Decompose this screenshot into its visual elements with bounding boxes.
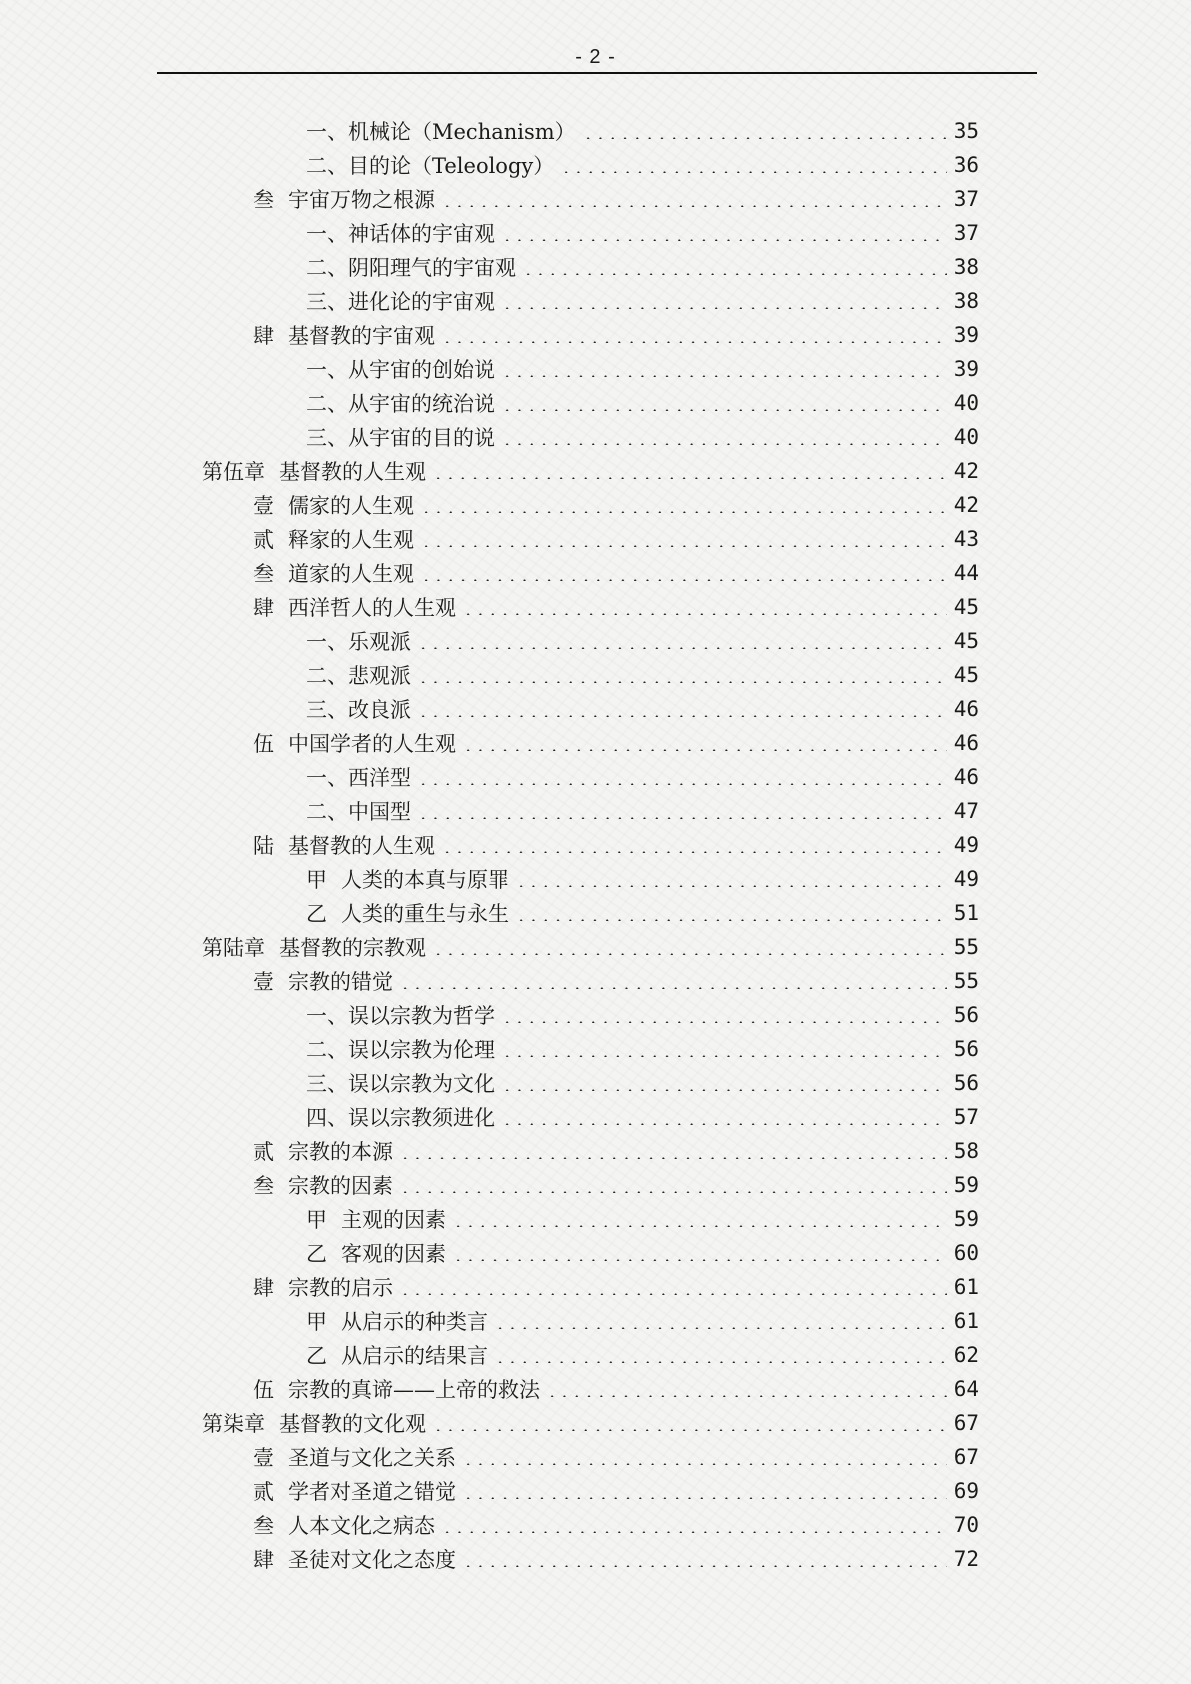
toc-entry-number: 壹 bbox=[253, 1446, 274, 1470]
dot-leader bbox=[501, 409, 947, 411]
toc-entry[interactable] bbox=[253, 1168, 979, 1202]
dot-leader bbox=[501, 375, 947, 377]
toc-entry-title: 人类的本真与原罪 bbox=[341, 868, 509, 892]
toc-entry-number: 二、 bbox=[306, 154, 348, 178]
toc-entry-page: 38 bbox=[953, 289, 979, 313]
toc-entry-number: 第柒章 bbox=[202, 1412, 265, 1436]
dot-leader bbox=[399, 1191, 947, 1193]
toc-entry[interactable] bbox=[202, 930, 979, 964]
toc-entry-title: 从宇宙的统治说 bbox=[348, 392, 495, 416]
toc-entry-number: 壹 bbox=[253, 970, 274, 994]
toc-entry-title: 中国型 bbox=[348, 800, 411, 824]
toc-entry-number: 肆 bbox=[253, 596, 274, 620]
toc-entry-number: 甲 bbox=[306, 868, 327, 892]
toc-entry-title: 道家的人生观 bbox=[288, 562, 414, 586]
dot-leader bbox=[501, 1055, 947, 1057]
toc-entry-number: 叁 bbox=[253, 188, 274, 212]
dot-leader bbox=[515, 885, 947, 887]
dot-leader bbox=[494, 1361, 947, 1363]
toc-entry[interactable] bbox=[253, 182, 979, 216]
toc-entry-page: 38 bbox=[953, 255, 979, 279]
toc-entry[interactable] bbox=[306, 386, 979, 420]
toc-entry-title: 圣徒对文化之态度 bbox=[288, 1548, 456, 1572]
toc-entry-title: 阴阳理气的宇宙观 bbox=[348, 256, 516, 280]
toc-entry-number: 一、 bbox=[306, 630, 348, 654]
toc-entry-title: 主观的因素 bbox=[341, 1208, 446, 1232]
toc-entry-title: 宗教的错觉 bbox=[288, 970, 393, 994]
toc-entry-title: 基督教的宇宙观 bbox=[288, 324, 435, 348]
toc-entry-number: 第伍章 bbox=[202, 460, 265, 484]
toc-entry-title: 人本文化之病态 bbox=[288, 1514, 435, 1538]
toc-entry-title: 基督教的宗教观 bbox=[279, 936, 426, 960]
toc-entry-page: 35 bbox=[953, 119, 979, 143]
dot-leader bbox=[582, 137, 947, 139]
dot-leader bbox=[417, 681, 947, 683]
toc-entry-page: 37 bbox=[953, 221, 979, 245]
dot-leader bbox=[417, 715, 947, 717]
toc-entry[interactable] bbox=[202, 454, 979, 488]
dot-leader bbox=[452, 1225, 947, 1227]
dot-leader bbox=[501, 1123, 947, 1125]
toc-entry-title: 宗教的本源 bbox=[288, 1140, 393, 1164]
dot-leader bbox=[432, 1429, 947, 1431]
toc-entry-number: 三、 bbox=[306, 1072, 348, 1096]
toc-entry-title: 客观的因素 bbox=[341, 1242, 446, 1266]
dot-leader bbox=[420, 511, 947, 513]
toc-entry-number: 叁 bbox=[253, 1174, 274, 1198]
toc-entry-title: 圣道与文化之关系 bbox=[288, 1446, 456, 1470]
toc-entry-page: 46 bbox=[953, 697, 979, 721]
toc-entry-number: 肆 bbox=[253, 1548, 274, 1572]
dot-leader bbox=[560, 171, 947, 173]
toc-entry[interactable] bbox=[306, 250, 979, 284]
toc-entry-page: 67 bbox=[953, 1411, 979, 1435]
toc-entry[interactable] bbox=[306, 114, 979, 148]
toc-entry-page: 49 bbox=[953, 867, 979, 891]
toc-entry-page: 61 bbox=[953, 1309, 979, 1333]
toc-entry-title: 宇宙万物之根源 bbox=[288, 188, 435, 212]
dot-leader bbox=[399, 1157, 947, 1159]
toc-entry[interactable] bbox=[253, 964, 979, 998]
toc-entry-number: 二、 bbox=[306, 392, 348, 416]
toc-entry-page: 49 bbox=[953, 833, 979, 857]
dot-leader bbox=[452, 1259, 947, 1261]
toc-entry-page: 56 bbox=[953, 1003, 979, 1027]
toc-entry-number: 三、 bbox=[306, 426, 348, 450]
dot-leader bbox=[432, 953, 947, 955]
toc-entry-number: 叁 bbox=[253, 562, 274, 586]
toc-entry-page: 45 bbox=[953, 663, 979, 687]
toc-entry-title: 宗教的因素 bbox=[288, 1174, 393, 1198]
dot-leader bbox=[501, 1089, 947, 1091]
dot-leader bbox=[462, 1463, 947, 1465]
dot-leader bbox=[501, 239, 947, 241]
dot-leader bbox=[417, 647, 947, 649]
toc-entry-page: 56 bbox=[953, 1037, 979, 1061]
toc-entry-page: 72 bbox=[953, 1547, 979, 1571]
toc-entry-title: 宗教的启示 bbox=[288, 1276, 393, 1300]
dot-leader bbox=[441, 851, 947, 853]
toc-entry-page: 62 bbox=[953, 1343, 979, 1367]
toc-entry[interactable] bbox=[253, 726, 979, 760]
toc-entry-number: 二、 bbox=[306, 1038, 348, 1062]
toc-entry-title: 西洋哲人的人生观 bbox=[288, 596, 456, 620]
toc-entry-number: 壹 bbox=[253, 494, 274, 518]
toc-entry[interactable] bbox=[306, 352, 979, 386]
toc-entry[interactable] bbox=[253, 1270, 979, 1304]
dot-leader bbox=[501, 1021, 947, 1023]
toc-entry[interactable] bbox=[253, 318, 979, 352]
toc-entry-page: 46 bbox=[953, 731, 979, 755]
dot-leader bbox=[462, 749, 947, 751]
toc-entry[interactable] bbox=[306, 896, 979, 930]
toc-entry-page: 59 bbox=[953, 1173, 979, 1197]
toc-entry-page: 39 bbox=[953, 357, 979, 381]
toc-entry-number: 贰 bbox=[253, 528, 274, 552]
toc-entry[interactable] bbox=[253, 522, 979, 556]
dot-leader bbox=[417, 817, 947, 819]
toc-entry-number: 乙 bbox=[306, 1242, 327, 1266]
toc-entry[interactable] bbox=[306, 1066, 979, 1100]
toc-entry-page: 55 bbox=[953, 935, 979, 959]
toc-entry-title: 学者对圣道之错觉 bbox=[288, 1480, 456, 1504]
toc-entry-page: 59 bbox=[953, 1207, 979, 1231]
dot-leader bbox=[501, 307, 947, 309]
toc-entry-title: 改良派 bbox=[348, 698, 411, 722]
dot-leader bbox=[515, 919, 947, 921]
toc-entry-title: 误以宗教为伦理 bbox=[348, 1038, 495, 1062]
toc-entry-title: 释家的人生观 bbox=[288, 528, 414, 552]
toc-entry-page: 46 bbox=[953, 765, 979, 789]
toc-entry-number: 肆 bbox=[253, 324, 274, 348]
dot-leader bbox=[501, 443, 947, 445]
toc-entry-number: 一、 bbox=[306, 222, 348, 246]
toc-entry[interactable] bbox=[306, 284, 979, 318]
toc-entry-page: 36 bbox=[953, 153, 979, 177]
dot-leader bbox=[494, 1327, 947, 1329]
toc-entry-title: 神话体的宇宙观 bbox=[348, 222, 495, 246]
toc-entry-page: 45 bbox=[953, 629, 979, 653]
toc-entry-number: 一、 bbox=[306, 120, 348, 144]
toc-entry-number: 三、 bbox=[306, 290, 348, 314]
toc-entry[interactable] bbox=[253, 1542, 979, 1576]
toc-entry[interactable] bbox=[306, 1338, 979, 1372]
toc-entry-page: 57 bbox=[953, 1105, 979, 1129]
dot-leader bbox=[420, 579, 947, 581]
toc-entry[interactable] bbox=[306, 1032, 979, 1066]
dot-leader bbox=[420, 545, 947, 547]
toc-entry-page: 40 bbox=[953, 425, 979, 449]
toc-entry-page: 67 bbox=[953, 1445, 979, 1469]
toc-entry-title: 人类的重生与永生 bbox=[341, 902, 509, 926]
toc-entry-page: 43 bbox=[953, 527, 979, 551]
toc-entry-number: 第陆章 bbox=[202, 936, 265, 960]
dot-leader bbox=[417, 783, 947, 785]
toc-entry-number: 贰 bbox=[253, 1480, 274, 1504]
toc-entry[interactable] bbox=[306, 1100, 979, 1134]
toc-entry-page: 45 bbox=[953, 595, 979, 619]
toc-entry-title: 目的论（Teleology） bbox=[348, 154, 555, 178]
toc-entry-title: 儒家的人生观 bbox=[288, 494, 414, 518]
dot-leader bbox=[462, 1565, 947, 1567]
dot-leader bbox=[441, 205, 947, 207]
toc-entry[interactable] bbox=[306, 420, 979, 454]
toc-entry-number: 甲 bbox=[306, 1208, 327, 1232]
toc-entry[interactable] bbox=[306, 1236, 979, 1270]
dot-leader bbox=[462, 1497, 947, 1499]
toc-entry-title: 机械论（Mechanism） bbox=[348, 120, 576, 144]
toc-entry-number: 一、 bbox=[306, 766, 348, 790]
toc-entry-number: 四、 bbox=[306, 1106, 348, 1130]
toc-entry[interactable] bbox=[306, 692, 979, 726]
toc-entry[interactable] bbox=[253, 1134, 979, 1168]
toc-entry[interactable] bbox=[253, 488, 979, 522]
toc-entry-number: 二、 bbox=[306, 664, 348, 688]
page-number: - 2 - bbox=[575, 46, 616, 68]
dot-leader bbox=[399, 1293, 947, 1295]
toc-entry-title: 误以宗教须进化 bbox=[348, 1106, 495, 1130]
dot-leader bbox=[399, 987, 947, 989]
toc-entry-page: 51 bbox=[953, 901, 979, 925]
toc-entry-page: 56 bbox=[953, 1071, 979, 1095]
toc-entry-number: 叁 bbox=[253, 1514, 274, 1538]
toc-entry[interactable] bbox=[202, 1406, 979, 1440]
toc-entry[interactable] bbox=[253, 828, 979, 862]
dot-leader bbox=[432, 477, 947, 479]
toc-entry-page: 70 bbox=[953, 1513, 979, 1537]
toc-entry-number: 伍 bbox=[253, 1378, 274, 1402]
toc-entry-title: 基督教的文化观 bbox=[279, 1412, 426, 1436]
toc-entry-page: 61 bbox=[953, 1275, 979, 1299]
toc-entry-title: 宗教的真谛——上帝的救法 bbox=[288, 1378, 540, 1402]
toc-entry[interactable] bbox=[253, 590, 979, 624]
toc-entry[interactable] bbox=[253, 556, 979, 590]
toc-entry[interactable] bbox=[306, 658, 979, 692]
toc-entry-title: 基督教的人生观 bbox=[279, 460, 426, 484]
toc-entry-title: 误以宗教为哲学 bbox=[348, 1004, 495, 1028]
toc-entry-number: 一、 bbox=[306, 358, 348, 382]
dot-leader bbox=[522, 273, 947, 275]
toc-entry-title: 乐观派 bbox=[348, 630, 411, 654]
toc-entry-title: 从宇宙的目的说 bbox=[348, 426, 495, 450]
toc-entry[interactable] bbox=[306, 1202, 979, 1236]
toc-entry[interactable] bbox=[306, 760, 979, 794]
toc-entry-page: 64 bbox=[953, 1377, 979, 1401]
dot-leader bbox=[441, 1531, 947, 1533]
toc-entry-page: 42 bbox=[953, 493, 979, 517]
toc-entry-title: 中国学者的人生观 bbox=[288, 732, 456, 756]
toc-entry-number: 三、 bbox=[306, 698, 348, 722]
toc-entry-number: 一、 bbox=[306, 1004, 348, 1028]
toc-entry-page: 58 bbox=[953, 1139, 979, 1163]
toc-entry-page: 44 bbox=[953, 561, 979, 585]
toc-entry-title: 从宇宙的创始说 bbox=[348, 358, 495, 382]
toc-entry-page: 60 bbox=[953, 1241, 979, 1265]
toc-entry[interactable] bbox=[306, 794, 979, 828]
toc-entry[interactable] bbox=[253, 1440, 979, 1474]
toc-entry-title: 从启示的种类言 bbox=[341, 1310, 488, 1334]
toc-entry-page: 39 bbox=[953, 323, 979, 347]
toc-entry-title: 从启示的结果言 bbox=[341, 1344, 488, 1368]
dot-leader bbox=[462, 613, 947, 615]
toc-entry-title: 误以宗教为文化 bbox=[348, 1072, 495, 1096]
toc-entry-page: 37 bbox=[953, 187, 979, 211]
toc-entry-page: 55 bbox=[953, 969, 979, 993]
toc-entry[interactable] bbox=[253, 1508, 979, 1542]
toc-entry-number: 乙 bbox=[306, 902, 327, 926]
dot-leader bbox=[441, 341, 947, 343]
header-rule bbox=[157, 72, 1037, 74]
toc-entry[interactable] bbox=[253, 1474, 979, 1508]
toc-entry-title: 悲观派 bbox=[348, 664, 411, 688]
toc-entry-title: 基督教的人生观 bbox=[288, 834, 435, 858]
toc-entry-number: 乙 bbox=[306, 1344, 327, 1368]
toc-entry-page: 40 bbox=[953, 391, 979, 415]
toc-entry-number: 陆 bbox=[253, 834, 274, 858]
toc-entry[interactable] bbox=[306, 1304, 979, 1338]
toc-entry-page: 42 bbox=[953, 459, 979, 483]
toc-entry[interactable] bbox=[306, 148, 979, 182]
toc-entry-page: 47 bbox=[953, 799, 979, 823]
toc-entry[interactable] bbox=[306, 998, 979, 1032]
toc-entry-title: 进化论的宇宙观 bbox=[348, 290, 495, 314]
toc-entry-number: 甲 bbox=[306, 1310, 327, 1334]
toc-entry[interactable] bbox=[253, 1372, 979, 1406]
toc-entry[interactable] bbox=[306, 216, 979, 250]
toc-entry-number: 贰 bbox=[253, 1140, 274, 1164]
toc-entry-number: 二、 bbox=[306, 256, 348, 280]
toc-entry[interactable] bbox=[306, 624, 979, 658]
toc-entry-page: 69 bbox=[953, 1479, 979, 1503]
dot-leader bbox=[546, 1395, 947, 1397]
toc-entry-title: 西洋型 bbox=[348, 766, 411, 790]
toc-entry-number: 伍 bbox=[253, 732, 274, 756]
toc-entry[interactable] bbox=[306, 862, 979, 896]
toc-entry-number: 肆 bbox=[253, 1276, 274, 1300]
toc-entry-number: 二、 bbox=[306, 800, 348, 824]
